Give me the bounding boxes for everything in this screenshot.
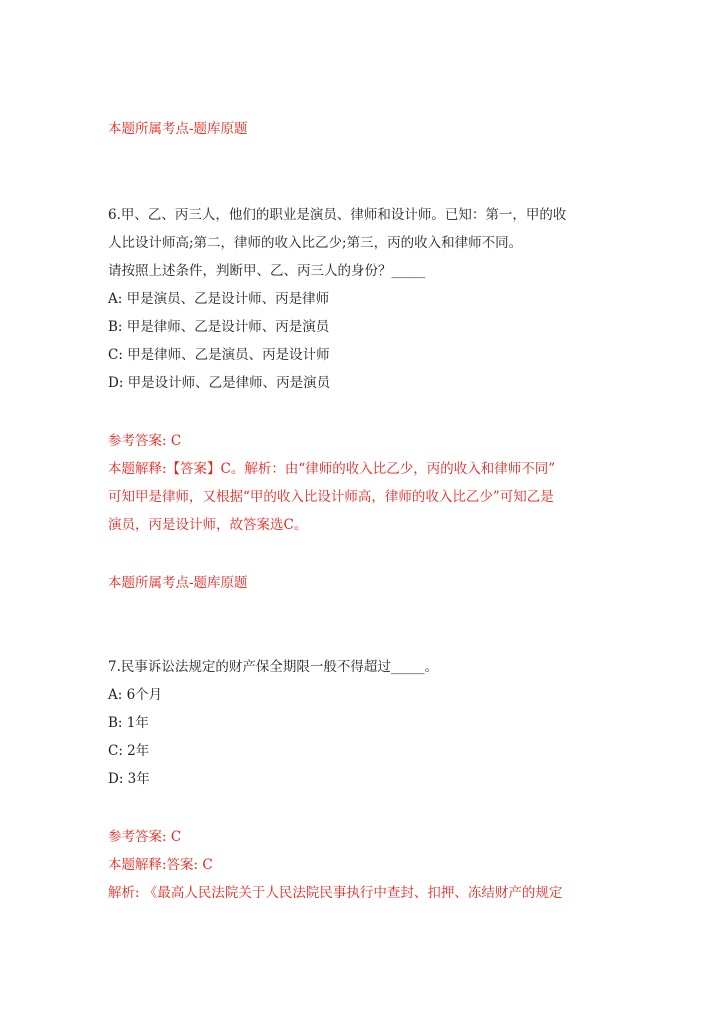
question-stem-line: 人比设计师高;第二，律师的收入比乙少;第三，丙的收入和律师不同。 (108, 235, 523, 251)
question-stem-line: 6.甲、乙、丙三人，他们的职业是演员、律师和设计师。已知：第一，甲的收 (108, 207, 567, 223)
reference-answer: 参考答案: C (108, 829, 182, 845)
explanation-line: 本题解释:答案: C (108, 857, 213, 873)
option-a: A: 6个月 (108, 687, 163, 703)
option-b: B: 甲是律师、乙是设计师、丙是演员 (108, 319, 330, 335)
section-note: 本题所属考点-题库原题 (108, 121, 248, 137)
explanation-line: 可知甲是律师，又根据“甲的收入比设计师高，律师的收入比乙少”可知乙是 (108, 489, 554, 505)
option-a: A: 甲是演员、乙是设计师、丙是律师 (108, 291, 330, 307)
option-b: B: 1年 (108, 715, 149, 731)
explanation-line: 演员，丙是设计师，故答案选C。 (108, 517, 308, 533)
section-note: 本题所属考点-题库原题 (108, 575, 248, 591)
analysis-line: 解析: 《最高人民法院关于人民法院民事执行中查封、扣押、冻结财产的规定 (108, 885, 563, 901)
question-stem-line: 7.民事诉讼法规定的财产保全期限一般不得超过_____。 (108, 659, 439, 675)
option-c: C: 2年 (108, 743, 150, 759)
reference-answer: 参考答案: C (108, 433, 182, 449)
explanation-line: 本题解释:【答案】C。解析：由“律师的收入比乙少，丙的收入和律师不同” (108, 461, 556, 477)
option-c: C: 甲是律师、乙是演员、丙是设计师 (108, 347, 330, 363)
option-d: D: 甲是设计师、乙是律师、丙是演员 (108, 375, 331, 391)
question-stem-line: 请按照上述条件，判断甲、乙、丙三人的身份？_____ (108, 263, 426, 279)
option-d: D: 3年 (108, 771, 150, 787)
